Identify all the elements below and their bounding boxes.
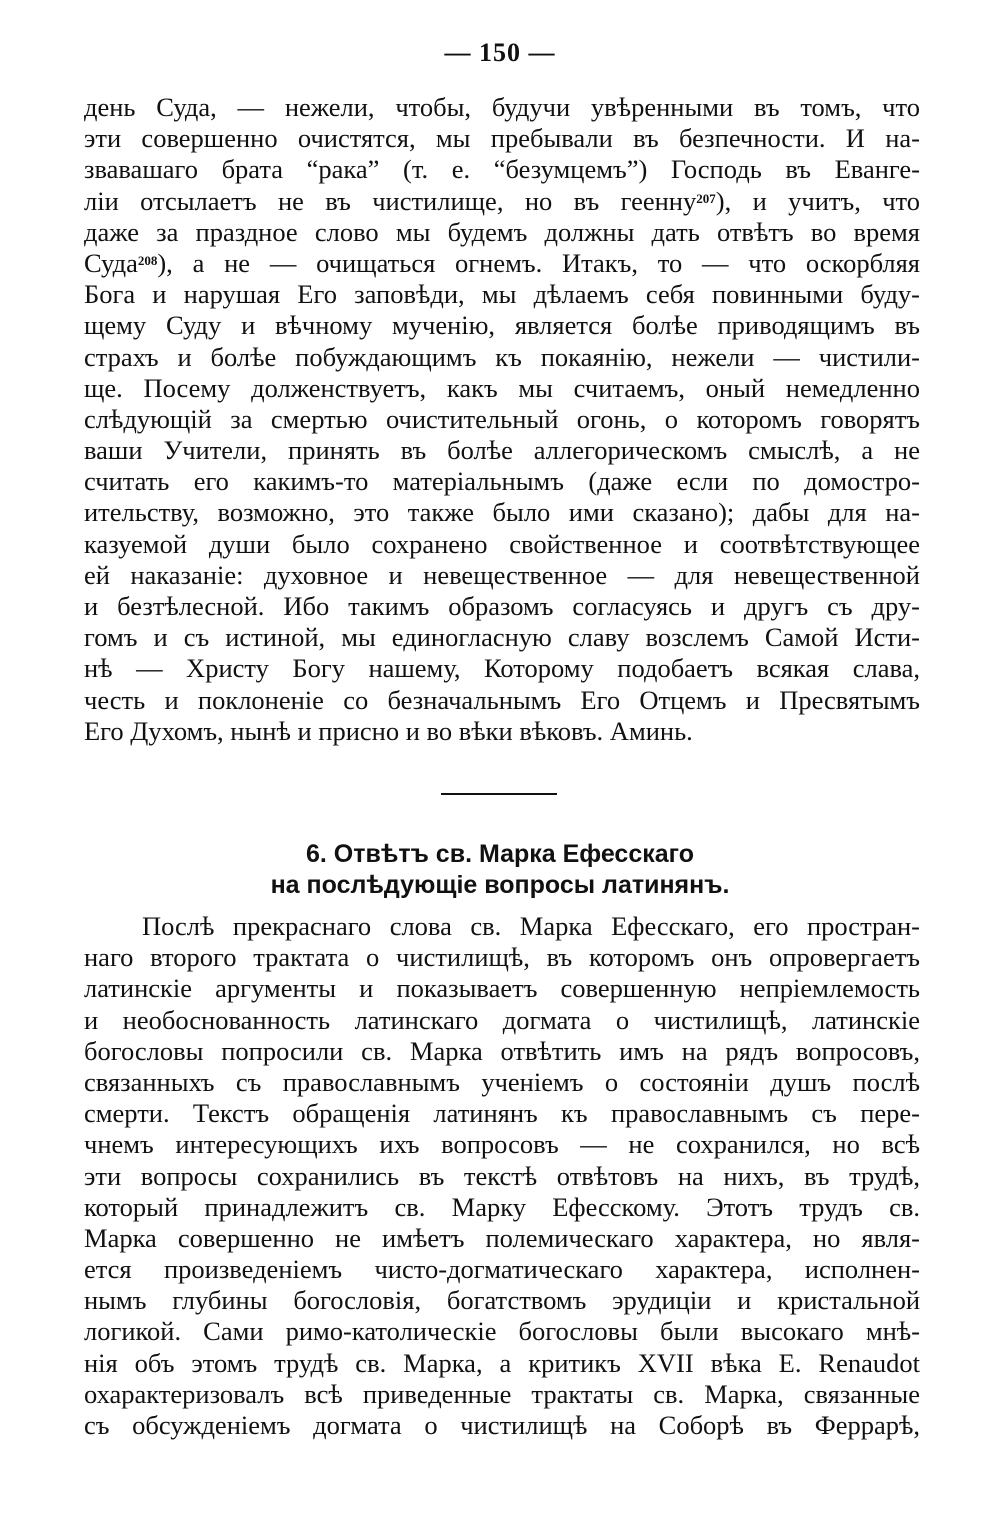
- text-line: день Суда, — нежели, чтобы, будучи увѣренными въ томъ, что: [84, 92, 920, 122]
- text-line: звавашаго брата “рака” (т. е. “безумцемъ”) Господь въ Еванге-: [84, 154, 920, 185]
- text-fragment: ліи отсылаетъ не въ чистилище, но въ геенну: [84, 185, 697, 216]
- footnote-ref: 208: [137, 252, 158, 268]
- section-heading-line-2: на послѣдующіе вопросы латинянъ.: [270, 871, 730, 899]
- text-line: наго второго трактата о чистилищѣ, въ которомъ онъ опровергаетъ: [84, 942, 920, 973]
- text-line: считать его какимъ-то матеріальнымъ (даже если по домостро-: [84, 466, 920, 497]
- section-divider: [441, 793, 557, 795]
- text-line: и необоснованность латинскаго догмата о чистилищѣ, латинскіе: [84, 1004, 920, 1035]
- text-line: связанныхъ съ православнымъ ученіемъ о состояніи душъ послѣ: [84, 1066, 920, 1097]
- text-line: нѣ — Христу Богу нашему, Которому подобаетъ всякая слава,: [84, 653, 920, 684]
- text-line: ще. Посему долженствуетъ, какъ мы считаемъ, оный немедленно: [84, 372, 920, 403]
- paragraph-2: [84, 911, 920, 1441]
- paragraph-1: [84, 92, 920, 747]
- text-line: логикой. Сами римо-католическіе богословы были высокаго мнѣ-: [84, 1316, 920, 1347]
- text-line: эти вопросы сохранились въ текстѣ отвѣтовъ на нихъ, въ трудѣ,: [84, 1160, 920, 1191]
- footnote-ref: 207: [696, 190, 716, 206]
- text-line: охарактеризовалъ всѣ приведенные трактаты св. Марка, связанные: [84, 1378, 920, 1409]
- text-line: слѣдующій за смертью очистительный огонь, о которомъ говорятъ: [84, 403, 920, 434]
- text-fragment: ), и учитъ, что: [715, 185, 920, 216]
- text-line: чнемъ интересующихъ ихъ вопросовъ — не сохранился, но всѣ: [84, 1129, 920, 1160]
- text-line: латинскіе аргументы и показываетъ совершенную непріемлемость: [84, 973, 920, 1004]
- text-line: Марка совершенно не имѣетъ полемическаго характера, но явля-: [84, 1222, 920, 1253]
- page-number: — 150 —: [444, 38, 556, 67]
- text-line: [84, 186, 920, 217]
- text-line: Бога и нарушая Его заповѣди, мы дѣлаемъ себя повинными буду-: [84, 279, 920, 310]
- text-line: честь и поклоненіе со безначальнымъ Его Отцемъ и Пресвятымъ: [84, 684, 920, 715]
- text-line: казуемой души было сохранено свойственное и соотвѣтствующее: [84, 528, 920, 559]
- text-line: который принадлежитъ св. Марку Ефесскому. Этотъ трудъ св.: [84, 1191, 920, 1222]
- text-line: даже за праздное слово мы будемъ должны дать отвѣтъ во время: [84, 216, 920, 247]
- text-line: ваши Учители, принять въ болѣе аллегорическомъ смыслѣ, а не: [84, 435, 920, 466]
- text-line: ей наказаніе: духовное и невещественное — для невещественной: [84, 559, 920, 590]
- text-fragment: Суда: [84, 247, 138, 278]
- text-line: Его Духомъ, нынѣ и присно и во вѣки вѣковъ. Аминь.: [84, 715, 693, 746]
- text-line: нія объ этомъ трудѣ св. Марка, а критикъ XVII вѣка Е. Renaudot: [84, 1347, 920, 1378]
- text-line: эти совершенно очистятся, мы пребывали въ безпечности. И на-: [84, 123, 920, 154]
- text-line: Послѣ прекраснаго слова св. Марка Ефесскаго, его простран-: [142, 911, 920, 941]
- text-line: и безтѣлесной. Ибо такимъ образомъ согласуясь и другъ съ дру-: [84, 591, 920, 621]
- text-line: [84, 248, 920, 279]
- text-line: съ обсужденіемъ догмата о чистилищѣ на Соборѣ въ Феррарѣ,: [84, 1410, 920, 1440]
- text-line: нымъ глубины богословія, богатствомъ эрудиціи и кристальной: [84, 1285, 920, 1316]
- text-line: страхъ и болѣе побуждающимъ къ покаянію, нежели — чистили-: [84, 341, 920, 372]
- text-line: ется произведеніемъ чисто-догматическаго характера, исполнен-: [84, 1254, 920, 1285]
- text-fragment: ), а не — очищаться огнемъ. Итакъ, то — что оскорбляя: [157, 247, 920, 278]
- text-line: гомъ и съ истиной, мы единогласную славу возслемъ Самой Исти-: [84, 622, 920, 653]
- text-line: щему Суду и вѣчному мученію, является болѣе приводящимъ въ: [84, 310, 920, 341]
- text-line: богословы попросили св. Марка отвѣтить имъ на рядъ вопросовъ,: [84, 1035, 920, 1066]
- text-line: ительству, возможно, это также было ими сказано); дабы для на-: [84, 497, 920, 528]
- text-line: смерти. Текстъ обращенія латинянъ къ православнымъ съ пере-: [84, 1098, 920, 1129]
- section-heading-line-1: 6. Отвѣтъ св. Марка Ефесскаго: [305, 840, 695, 868]
